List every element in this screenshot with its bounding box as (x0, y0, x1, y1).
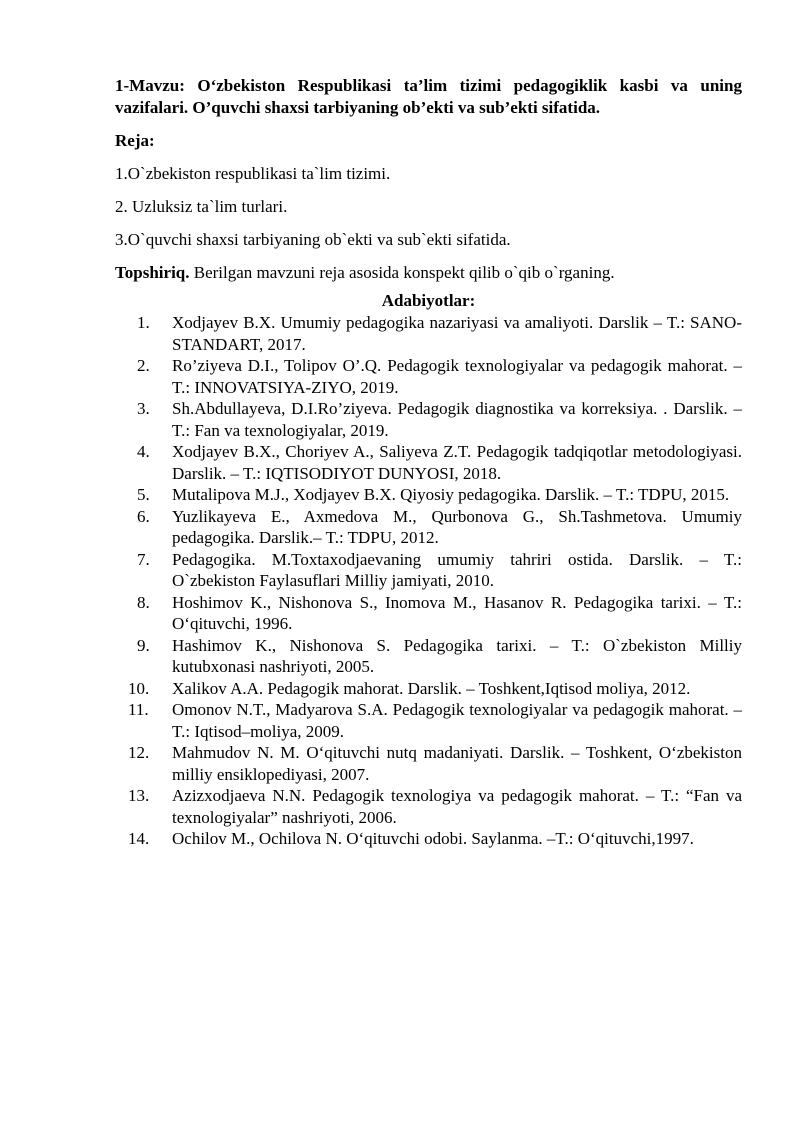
document-page (115, 75, 742, 850)
literature-item-number: 1. (137, 313, 150, 332)
literature-heading: Adabiyotlar: (381, 291, 476, 310)
literature-item (115, 506, 742, 549)
literature-item (115, 699, 742, 742)
literature-item-number: 14. (128, 829, 150, 848)
literature-item-number: 5. (137, 485, 150, 504)
literature-item-text: Ro’ziyeva D.I., Tolipov O’.Q. Pedagogik texnologiyalar va pedagogik mahorat. –T.: INNOVATSIYA-ZIYO, 2019. (172, 356, 742, 397)
literature-item-number: 7. (137, 549, 150, 569)
literature-item-number: 2. (137, 356, 150, 375)
literature-item-text: Mahmudov N. M. O‘qituvchi nutq madaniyati. Darslik. – Toshkent, O‘zbekiston milliy ensiklopediyasi, 2007. (172, 743, 742, 784)
literature-item-text: Omonov N.T., Madyarova S.A. Pedagogik texnologiyalar va pedagogik mahorat. – T.: Iqtisod–moliya, 2009. (172, 700, 742, 741)
literature-item-number: 8. (137, 592, 150, 612)
task-text: Berilgan mavzuni reja asosida konspekt qilib o`qib o`rganing. (189, 263, 615, 282)
literature-list (115, 312, 742, 850)
literature-item-text: Ochilov M., Ochilova N. O‘qituvchi odobi. Saylanma. –T.: O‘qituvchi,1997. (172, 829, 694, 848)
literature-item (115, 592, 742, 635)
literature-item (115, 484, 742, 506)
literature-item (115, 785, 742, 828)
literature-item-number: 13. (128, 786, 150, 805)
page-title: 1-Mavzu: O‘zbekiston Respublikasi ta’lim tizimi pedagogiklik kasbi va uning vazifalari. O’quvchi shaxsi tarbiyaning ob’ekti va sub’ekti sifatida. (115, 76, 742, 117)
literature-item-text: Xodjayev B.X., Choriyev A., Saliyeva Z.T. Pedagogik tadqiqotlar metodologiyasi. Darslik. – T.: IQTISODIYOT DUNYOSI, 2018. (172, 442, 742, 483)
literature-item-number: 11. (128, 700, 149, 719)
literature-item-number: 12. (128, 743, 150, 762)
literature-item (115, 355, 742, 398)
literature-item (115, 635, 742, 678)
literature-item-number: 6. (137, 506, 150, 526)
plan-heading: Reja: (115, 131, 155, 150)
plan-item-2: 2. Uzluksiz ta`lim turlari. (115, 197, 288, 216)
literature-item (115, 312, 742, 355)
literature-item-text: Xodjayev B.X. Umumiy pedagogika nazariyasi va amaliyoti. Darslik – T.: SANO-STANDART, 2017. (172, 313, 742, 354)
literature-item (115, 742, 742, 785)
literature-item-text: Hashimov K., Nishonova S. Pedagogika tarixi. – T.: O`zbekiston Milliy kutubxonasi nashriyoti, 2005. (172, 635, 742, 676)
plan-item-3: 3.O`quvchi shaxsi tarbiyaning ob`ekti va sub`ekti sifatida. (115, 230, 511, 249)
literature-item-text: Mutalipova M.J., Xodjayev B.X. Qiyosiy pedagogika. Darslik. – T.: TDPU, 2015. (172, 485, 730, 504)
literature-item-text: Sh.Abdullayeva, D.I.Ro’ziyeva. Pedagogik diagnostika va korreksiya. . Darslik. – T.: Fan va texnologiyalar, 2019. (172, 399, 742, 440)
literature-item-number: 3. (137, 399, 150, 418)
literature-item-text: Yuzlikayeva E., Axmedova M., Qurbonova G., Sh.Tashmetova. Umumiy pedagogika. Darslik.– T.: TDPU, 2012. (172, 506, 742, 547)
task-label: Topshiriq. (115, 263, 190, 282)
task-paragraph (115, 262, 742, 284)
literature-item-text: Hoshimov K., Nishonova S., Inomova M., Hasanov R. Pedagogika tarixi. – T.: O‘qituvchi, 1996. (172, 592, 742, 633)
literature-item-text: Pedagogika. M.Toxtaxodjaevaning umumiy tahriri ostida. Darslik. – T.: O`zbekiston Faylasuflari Milliy jamiyati, 2010. (172, 549, 742, 590)
literature-item (115, 398, 742, 441)
literature-item-number: 9. (137, 635, 150, 655)
literature-item (115, 441, 742, 484)
literature-item-number: 4. (137, 442, 150, 461)
literature-item-text: Xalikov A.A. Pedagogik mahorat. Darslik. – Toshkent,Iqtisod moliya, 2012. (172, 678, 691, 698)
literature-item (115, 678, 742, 700)
literature-item-text: Azizxodjaeva N.N. Pedagogik texnologiya va pedagogik mahorat. – T.: “Fan va texnologiyalar” nashriyoti, 2006. (172, 786, 742, 827)
literature-item (115, 549, 742, 592)
literature-item (115, 828, 742, 850)
literature-item-number: 10. (128, 678, 150, 698)
plan-item-1: 1.O`zbekiston respublikasi ta`lim tizimi. (115, 164, 391, 183)
